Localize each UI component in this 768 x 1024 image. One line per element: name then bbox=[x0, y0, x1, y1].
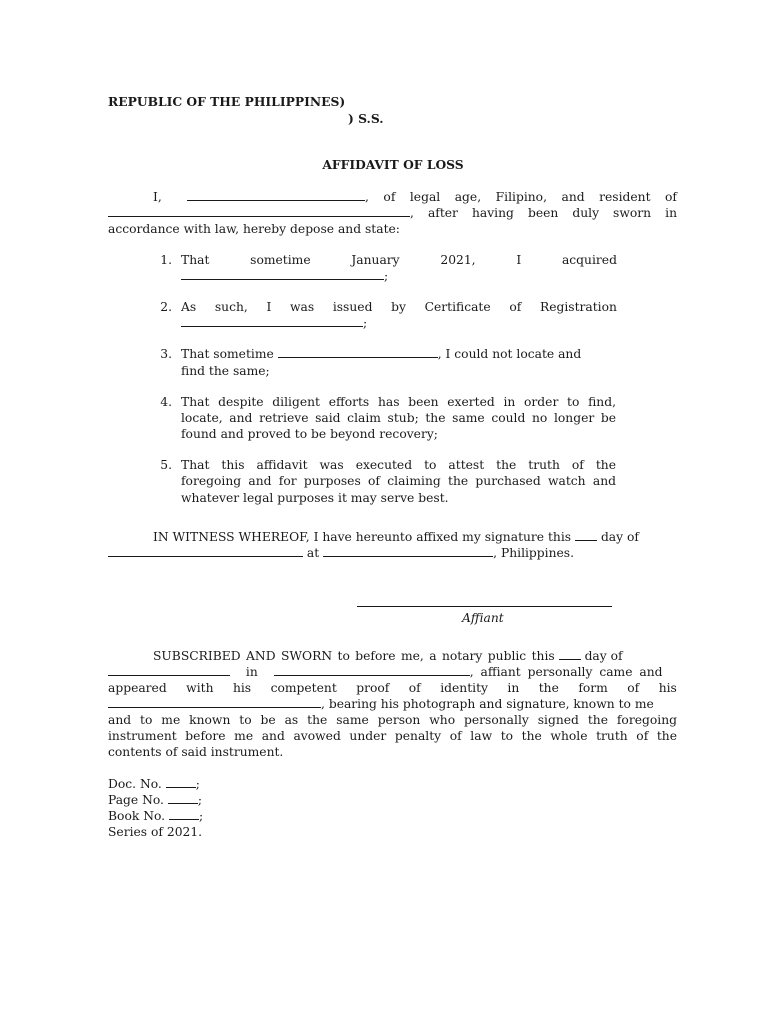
jurat-word: of bbox=[408, 681, 421, 695]
item-2-word: by bbox=[391, 300, 406, 314]
item-1-number: 1. bbox=[160, 253, 172, 267]
jurat-day-blank bbox=[559, 648, 581, 660]
witness-line2 bbox=[108, 545, 574, 561]
residence-blank bbox=[108, 205, 410, 217]
doc-no-label: Doc. No. bbox=[108, 777, 162, 791]
doc-no-blank bbox=[166, 776, 196, 788]
item-3-post: , I could not locate and bbox=[437, 347, 582, 361]
item-2-word: I bbox=[266, 300, 272, 314]
book-no-suffix: ; bbox=[198, 809, 204, 823]
affiant-name-blank bbox=[187, 189, 365, 201]
book-no-label: Book No. bbox=[108, 809, 166, 823]
jurat-line7: contents of said instrument. bbox=[108, 745, 284, 759]
jurat-word: his bbox=[658, 681, 677, 695]
item-1-word: acquired bbox=[561, 253, 617, 267]
item-2-word: Certificate bbox=[424, 300, 491, 314]
item-1-line1 bbox=[181, 252, 617, 268]
jurat-line3 bbox=[108, 680, 677, 696]
item-3-pre: That sometime bbox=[181, 347, 274, 361]
item-4-line2: locate, and retrieve said claim stub; the same could no longer be bbox=[181, 411, 616, 425]
jurat-line2-post: , affiant personally came and bbox=[469, 665, 663, 679]
affiant-label: Affiant bbox=[462, 611, 504, 625]
item-4-line1: That despite diligent efforts has been exerted in order to find, bbox=[181, 395, 616, 409]
item-2-line1 bbox=[181, 299, 617, 315]
jurat-line6: instrument before me and avowed under penalty of law to the whole truth of the bbox=[108, 729, 677, 743]
page-no-suffix: ; bbox=[197, 793, 203, 807]
intro-line1 bbox=[187, 189, 365, 205]
item-2-word: was bbox=[289, 300, 315, 314]
intro-line1-justified: , of legal age, Filipino, and resident of bbox=[365, 190, 677, 204]
item-3-line2: find the same; bbox=[181, 364, 270, 378]
jurat-place-blank bbox=[274, 664, 470, 676]
item-5-number: 5. bbox=[160, 458, 172, 472]
witness-philippines: , Philippines. bbox=[493, 546, 575, 560]
doc-no-suffix: ; bbox=[195, 777, 200, 791]
item-2-suffix: ; bbox=[363, 316, 368, 330]
series: Series of 2021. bbox=[108, 825, 203, 839]
jurat-line2 bbox=[108, 664, 663, 680]
item-1-word: That bbox=[181, 253, 210, 267]
item-2-line2 bbox=[181, 315, 367, 331]
venue-republic: REPUBLIC OF THE PHILIPPINES) bbox=[108, 94, 346, 109]
doc-no bbox=[108, 776, 200, 792]
jurat-word: his bbox=[232, 681, 252, 695]
jurat-in: in bbox=[245, 665, 258, 679]
item-2-word: As bbox=[181, 300, 197, 314]
item-4-line3: found and proved to be beyond recovery; bbox=[181, 427, 438, 441]
item-2-word: of bbox=[509, 300, 522, 314]
jurat-word: appeared bbox=[108, 681, 167, 695]
witness-at: at bbox=[306, 546, 320, 560]
acquired-item-blank bbox=[181, 268, 384, 280]
certificate-blank bbox=[181, 315, 363, 327]
book-no-blank bbox=[169, 808, 199, 820]
page-no-blank bbox=[168, 792, 198, 804]
item-4-number: 4. bbox=[160, 395, 172, 409]
item-5-line3: whatever legal purposes it may serve best. bbox=[181, 491, 449, 505]
residence-blank-wrap bbox=[108, 205, 410, 221]
id-form-blank bbox=[108, 696, 321, 708]
item-3-number: 3. bbox=[160, 347, 172, 361]
jurat-word: competent bbox=[270, 681, 337, 695]
witness-place-blank bbox=[323, 545, 493, 557]
jurat-word: form bbox=[578, 681, 608, 695]
jurat-line4-post: , bearing his photograph and signature, known to me bbox=[321, 697, 654, 711]
item-1-word: 2021, bbox=[440, 253, 476, 267]
item-2-number: 2. bbox=[160, 300, 172, 314]
item-1-line2 bbox=[181, 268, 388, 284]
jurat-post: day of bbox=[584, 649, 623, 663]
jurat-line5: and to me known to be as the same person who personally signed the foregoing bbox=[108, 713, 677, 727]
item-2-word: Registration bbox=[539, 300, 617, 314]
witness-month-blank bbox=[108, 545, 303, 557]
book-no bbox=[108, 808, 203, 824]
date-lost-blank bbox=[278, 346, 438, 358]
item-2-word: issued bbox=[332, 300, 373, 314]
venue-ss: ) S.S. bbox=[348, 111, 384, 126]
jurat-line4 bbox=[108, 696, 654, 712]
jurat-line1 bbox=[153, 648, 623, 664]
item-1-suffix: ; bbox=[384, 269, 389, 283]
page-no-label: Page No. bbox=[108, 793, 164, 807]
witness-pre: IN WITNESS WHEREOF, I have hereunto affixed my signature this bbox=[153, 530, 572, 544]
affiant-signature-line bbox=[357, 606, 612, 607]
intro-line3: accordance with law, hereby depose and state: bbox=[108, 222, 400, 236]
intro-i: I, bbox=[153, 190, 162, 204]
item-1-word: I bbox=[516, 253, 522, 267]
item-3-line1 bbox=[181, 346, 581, 362]
jurat-word: in bbox=[507, 681, 520, 695]
witness-line1 bbox=[153, 529, 639, 545]
jurat-word: of bbox=[627, 681, 640, 695]
jurat-word: identity bbox=[440, 681, 488, 695]
item-1-word: January bbox=[351, 253, 400, 267]
witness-post: day of bbox=[600, 530, 639, 544]
jurat-month-blank bbox=[108, 664, 230, 676]
jurat-word: with bbox=[186, 681, 214, 695]
item-2-word: such, bbox=[214, 300, 248, 314]
page-no bbox=[108, 792, 202, 808]
intro-line2: , after having been duly sworn in bbox=[410, 206, 677, 220]
jurat-word: proof bbox=[356, 681, 390, 695]
item-5-line2: foregoing and for purposes of claiming the purchased watch and bbox=[181, 474, 616, 488]
witness-day-blank bbox=[575, 529, 597, 541]
item-1-word: sometime bbox=[250, 253, 311, 267]
jurat-pre: SUBSCRIBED AND SWORN to before me, a notary public this bbox=[153, 649, 555, 663]
document-title: AFFIDAVIT OF LOSS bbox=[322, 157, 464, 172]
jurat-word: the bbox=[538, 681, 559, 695]
item-5-line1: That this affidavit was executed to attest the truth of the bbox=[181, 458, 616, 472]
